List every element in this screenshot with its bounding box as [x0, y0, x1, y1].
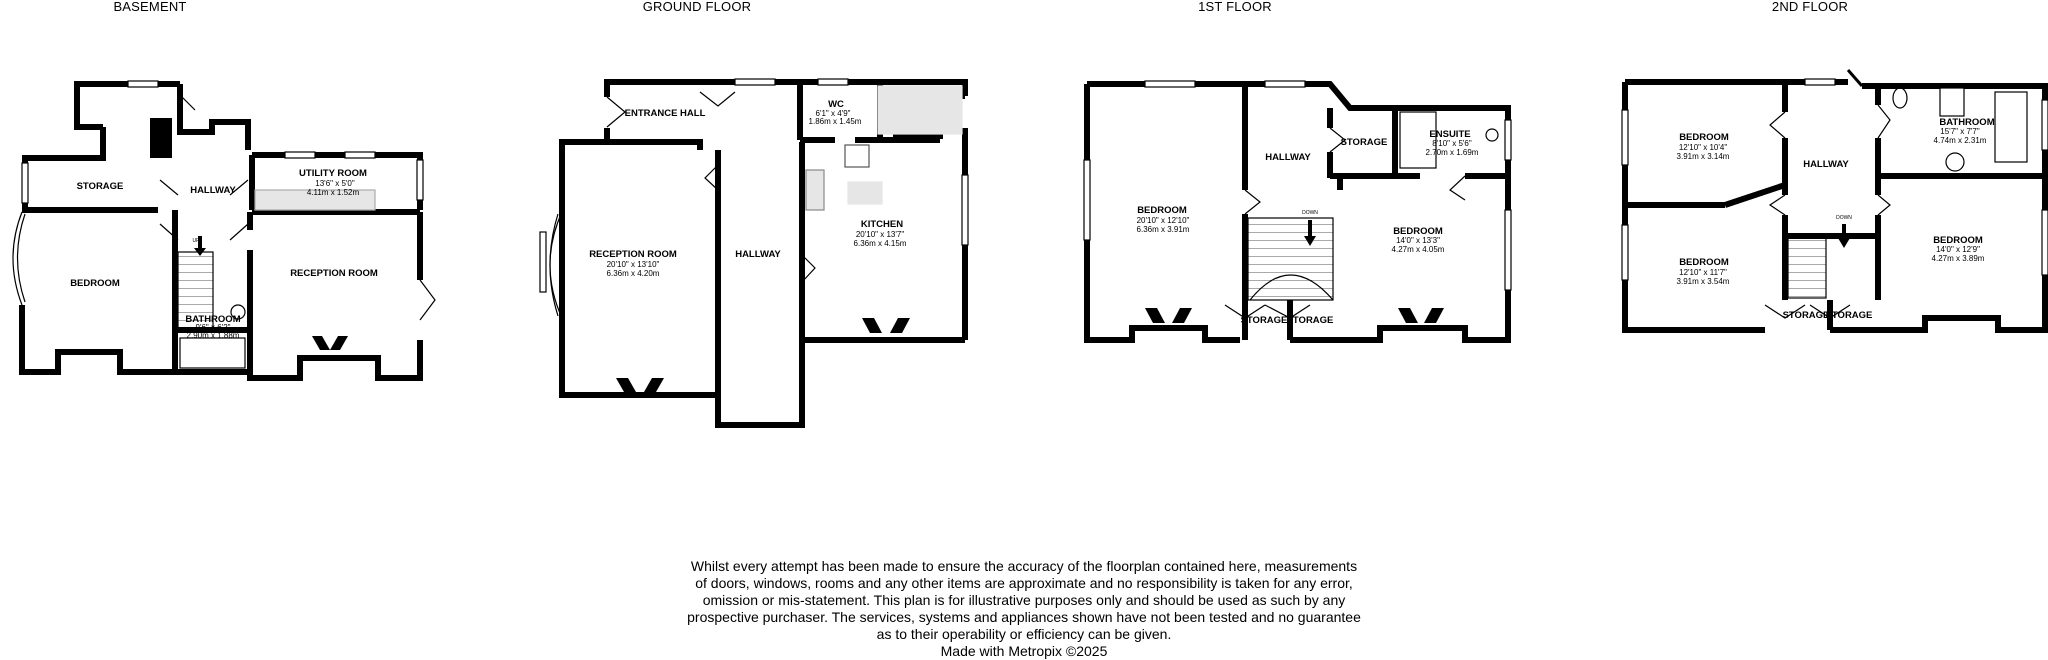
- first-storage-label: STORAGE: [1340, 137, 1388, 148]
- second-hallway-label: HALLWAY: [1803, 159, 1849, 170]
- ensuite-label: ENSUITE: [1429, 129, 1471, 140]
- first-stair-label: DOWN: [1302, 210, 1318, 216]
- reception-room-dim-metric: 6.36m x 4.20m: [606, 269, 660, 278]
- second-bedroom-topleft-dim-metric: 3.91m x 3.14m: [1676, 152, 1730, 161]
- second-bedroom-right-label: BEDROOM: [1933, 235, 1983, 246]
- disclaimer: [640, 558, 1408, 660]
- ground-floor-title: GROUND FLOOR: [642, 0, 752, 14]
- first-bedroom-left-label: BEDROOM: [1137, 205, 1187, 216]
- credit-line: Made with Metropix ©2025: [940, 643, 1108, 659]
- first-floor-title: 1ST FLOOR: [1198, 0, 1272, 14]
- disclaimer-line: omission or mis-statement. This plan is for illustrative purposes only and should be used as such by any: [702, 592, 1346, 608]
- second-bathroom-dim-metric: 4.74m x 2.31m: [1933, 136, 1987, 145]
- first-bedroom-right-label: BEDROOM: [1393, 226, 1443, 237]
- kitchen-dim-imperial: 20'10" x 13'7": [855, 230, 905, 239]
- wc-dim-metric: 1.86m x 1.45m: [808, 117, 862, 126]
- second-bedroom-bottomleft-dim-metric: 3.91m x 3.54m: [1676, 277, 1730, 286]
- basement-reception-label: RECEPTION ROOM: [290, 268, 378, 279]
- disclaimer-line: prospective purchaser. The services, systems and appliances shown have not been tested and no guarantee: [687, 609, 1361, 625]
- first-storage-left-label: STORAGE: [1240, 315, 1288, 326]
- wc-label: WC: [828, 99, 844, 110]
- basement-hallway-label: HALLWAY: [190, 185, 236, 196]
- reception-room-label: RECEPTION ROOM: [589, 249, 677, 260]
- basement-title: BASEMENT: [113, 0, 187, 14]
- utility-room-label: UTILITY ROOM: [299, 168, 367, 179]
- second-bedroom-right-dim-imperial: 14'0" x 12'9": [1936, 245, 1980, 254]
- basement-bathroom-label: BATHROOM: [185, 314, 241, 325]
- second-bedroom-right-dim-metric: 4.27m x 3.89m: [1931, 254, 1985, 263]
- utility-room-dim-metric: 4.11m x 1.52m: [306, 188, 360, 197]
- kitchen-dim-metric: 6.36m x 4.15m: [853, 239, 907, 248]
- second-storage-right-label: STORAGE: [1825, 310, 1873, 321]
- first-storage-right-label: STORAGE: [1286, 315, 1334, 326]
- basement-stair-label: UP: [192, 238, 200, 244]
- first-hallway-label: HALLWAY: [1265, 152, 1311, 163]
- first-bedroom-right-dim-metric: 4.27m x 4.05m: [1391, 245, 1445, 254]
- second-bedroom-topleft-dim-imperial: 12'10" x 10'4": [1678, 143, 1728, 152]
- first-bedroom-left-dim-metric: 6.36m x 3.91m: [1136, 225, 1190, 234]
- disclaimer-line: as to their operability or efficiency can be given.: [876, 626, 1172, 642]
- basement-storage-label: STORAGE: [76, 181, 124, 192]
- reception-room-dim-imperial: 20'10" x 13'10": [606, 260, 660, 269]
- basement-bedroom-label: BEDROOM: [70, 278, 120, 289]
- entrance-hall-label: ENTRANCE HALL: [624, 108, 706, 119]
- second-floor-title: 2ND FLOOR: [1771, 0, 1849, 14]
- second-bathroom-dim-imperial: 15'7" x 7'7": [1940, 127, 1980, 136]
- second-bedroom-topleft-label: BEDROOM: [1679, 132, 1729, 143]
- second-storage-left-label: STORAGE: [1782, 310, 1830, 321]
- first-bedroom-right-dim-imperial: 14'0" x 13'3": [1396, 236, 1440, 245]
- second-bathroom-label: BATHROOM: [1939, 117, 1995, 128]
- second-bedroom-bottomleft-label: BEDROOM: [1679, 257, 1729, 268]
- wc-dim-imperial: 6'1" x 4'9": [815, 109, 851, 118]
- ground-hallway-label: HALLWAY: [735, 249, 781, 260]
- basement-bathroom-dim-imperial: 9'6" x 6'2": [195, 323, 231, 332]
- utility-room-dim-imperial: 13'6" x 5'0": [315, 179, 355, 188]
- kitchen-label: KITCHEN: [860, 219, 904, 230]
- first-bedroom-left-dim-imperial: 20'10" x 12'10": [1136, 216, 1190, 225]
- basement-bathroom-dim-metric: 2.90m x 1.88m: [186, 331, 240, 340]
- ensuite-dim-metric: 2.70m x 1.69m: [1425, 148, 1479, 157]
- second-bedroom-bottomleft-dim-imperial: 12'10" x 11'7": [1679, 268, 1727, 277]
- second-stair-label: DOWN: [1836, 215, 1852, 221]
- disclaimer-line: Whilst every attempt has been made to ensure the accuracy of the floorplan contained here, measurements: [690, 558, 1358, 574]
- disclaimer-line: of doors, windows, rooms and any other items are approximate and no responsibility is taken for any error,: [695, 575, 1353, 591]
- ensuite-dim-imperial: 8'10" x 5'6": [1432, 139, 1472, 148]
